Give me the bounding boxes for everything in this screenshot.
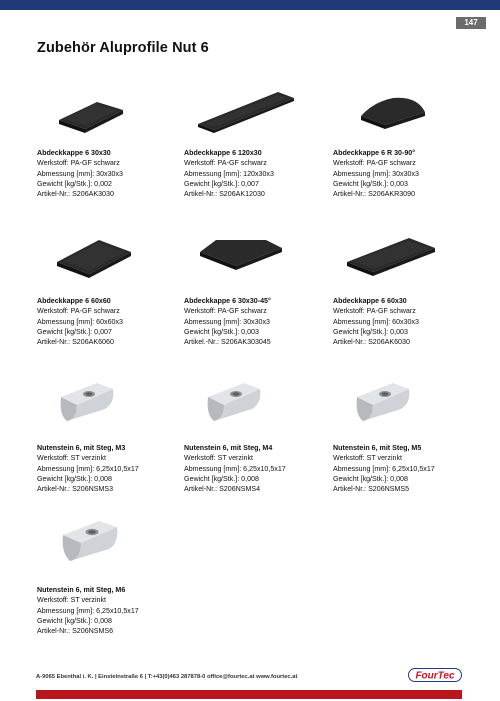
product-card: [184, 80, 324, 199]
product-article: Artikel-Nr.: S206AK3030: [37, 190, 114, 199]
product-card: [333, 228, 473, 347]
product-weight: Gewicht [kg/Stk.]: 0,008: [184, 474, 259, 483]
product-material: Werkstoff: ST verzinkt: [184, 454, 253, 463]
product-material: Werkstoff: PA-GF schwarz: [184, 307, 267, 316]
product-material: Werkstoff: ST verzinkt: [37, 596, 106, 605]
product-article: Artikel-Nr.: S206NSMS5: [333, 485, 410, 494]
product-article: Artikel-Nr.: S206AK6060: [37, 338, 114, 347]
product-card: [37, 228, 177, 347]
fourtec-logo: [408, 668, 462, 682]
product-material: Werkstoff: ST verzinkt: [333, 454, 402, 463]
product-dimension: Abmessung [mm]: 30x30x3: [184, 317, 270, 326]
product-article: Artikel-Nr.: S206NSMS4: [184, 485, 261, 494]
product-dimension: Abmessung [mm]: 6,25x10,5x17: [37, 464, 139, 473]
product-material: Werkstoff: ST verzinkt: [37, 454, 106, 463]
slot-nut-icon: [37, 375, 177, 437]
product-name: Abdeckkappe 6 R 30-90°: [333, 149, 416, 157]
product-name: Nutenstein 6, mit Steg, M4: [184, 444, 273, 452]
product-card: [333, 80, 473, 199]
product-name: Nutenstein 6, mit Steg, M5: [333, 444, 422, 452]
product-card: [37, 517, 177, 636]
product-dimension: Abmessung [mm]: 60x30x3: [333, 317, 419, 326]
product-dimension: Abmessung [mm]: 6,25x10,5x17: [184, 464, 286, 473]
page-number: 147: [456, 17, 486, 29]
footer-address: A-9065 Ebenthal i. K. | Einsteinstraße 6 | T:+43(0)463 287878-0 office@fourtec.at www.fourtec.at: [36, 674, 298, 680]
product-article: Artikel.-Nr.: S206AK303045: [184, 338, 271, 347]
product-article: Artikel-Nr.: S206AK6030: [333, 338, 410, 347]
product-card: [37, 375, 177, 494]
top-color-bar: [0, 0, 500, 10]
product-material: Werkstoff: PA-GF schwarz: [37, 159, 120, 168]
product-article: Artikel-Nr.: S206AK12030: [184, 190, 265, 199]
product-dimension: Abmessung [mm]: 30x30x3: [37, 169, 123, 178]
black-chamfer-cap-icon: [184, 228, 324, 290]
product-material: Werkstoff: PA-GF schwarz: [184, 159, 267, 168]
product-weight: Gewicht [kg/Stk.]: 0,003: [333, 327, 408, 336]
product-article: Artikel-Nr.: S206NSMS6: [37, 627, 114, 636]
product-name: Abdeckkappe 6 30x30: [37, 149, 111, 157]
product-card: [184, 375, 324, 494]
product-dimension: Abmessung [mm]: 6,25x10,5x17: [37, 606, 139, 615]
product-article: Artikel-Nr.: S206NSMS3: [37, 485, 114, 494]
product-dimension: Abmessung [mm]: 6,25x10,5x17: [333, 464, 435, 473]
product-material: Werkstoff: PA-GF schwarz: [37, 307, 120, 316]
svg-text:FourTec: FourTec: [415, 670, 455, 682]
slot-nut-icon: [333, 375, 473, 437]
black-square-cap-icon: [37, 80, 177, 142]
product-name: Nutenstein 6, mit Steg, M6: [37, 586, 126, 594]
black-rect-cap-icon: [333, 228, 473, 290]
product-dimension: Abmessung [mm]: 120x30x3: [184, 169, 274, 178]
product-weight: Gewicht [kg/Stk.]: 0,003: [184, 327, 259, 336]
product-weight: Gewicht [kg/Stk.]: 0,008: [37, 616, 112, 625]
product-weight: Gewicht [kg/Stk.]: 0,003: [333, 179, 408, 188]
product-name: Abdeckkappe 6 60x30: [333, 297, 407, 305]
slot-nut-icon: [37, 517, 177, 579]
product-name: Abdeckkappe 6 120x30: [184, 149, 262, 157]
product-weight: Gewicht [kg/Stk.]: 0,007: [184, 179, 259, 188]
bottom-color-bar: [36, 690, 462, 699]
slot-nut-icon: [184, 375, 324, 437]
page-title: Zubehör Aluprofile Nut 6: [37, 40, 209, 56]
product-material: Werkstoff: PA-GF schwarz: [333, 159, 416, 168]
black-long-cap-icon: [184, 80, 324, 142]
product-name: Abdeckkappe 6 60x60: [37, 297, 111, 305]
product-material: Werkstoff: PA-GF schwarz: [333, 307, 416, 316]
black-square-cap-icon: [37, 228, 177, 290]
product-name: Nutenstein 6, mit Steg, M3: [37, 444, 126, 452]
product-name: Abdeckkappe 6 30x30-45°: [184, 297, 271, 305]
product-dimension: Abmessung [mm]: 60x60x3: [37, 317, 123, 326]
black-radius-cap-icon: [333, 80, 473, 142]
product-weight: Gewicht [kg/Stk.]: 0,002: [37, 179, 112, 188]
product-card: [184, 228, 324, 347]
product-weight: Gewicht [kg/Stk.]: 0,008: [333, 474, 408, 483]
product-dimension: Abmessung [mm]: 30x30x3: [333, 169, 419, 178]
product-weight: Gewicht [kg/Stk.]: 0,008: [37, 474, 112, 483]
product-card: [333, 375, 473, 494]
product-card: [37, 80, 177, 199]
product-weight: Gewicht [kg/Stk.]: 0,007: [37, 327, 112, 336]
product-article: Artikel-Nr.: S206AKR3090: [333, 190, 416, 199]
